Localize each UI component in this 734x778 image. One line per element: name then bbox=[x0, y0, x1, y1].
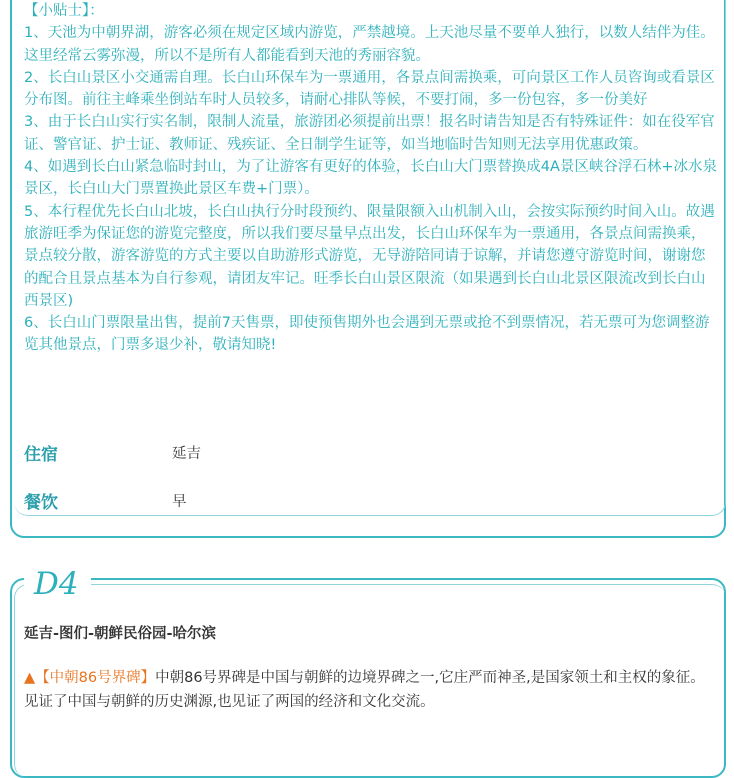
lodging-row bbox=[24, 440, 201, 465]
tip-item-2: 2、长白山景区小交通需自理。长白山环保车为一票通用，各景点间需换乘，可向景区工作人员咨询或看景区分布图。前往主峰乘坐倒站车时人员较多，请耐心排队等候，不要打闹，多一份包容，多一份美好 bbox=[24, 69, 715, 109]
tip-item-6: 6、长白山门票限量出售，提前7天售票，即使预售期外也会遇到无票或抢不到票情况，若无票可为您调整游览其他景点，门票多退少补，敬请知晓! bbox=[24, 315, 710, 354]
meals-row bbox=[24, 488, 187, 513]
meals-value: 早 bbox=[172, 494, 187, 510]
spot-text: 中朝86号界碑是中国与朝鲜的边境界碑之一,它庄严而神圣,是国家领土和主权的象征。见证了中国与朝鲜的历史渊源,也见证了两国的经济和文化交流。 bbox=[24, 670, 705, 710]
triangle-marker-icon: ▲ bbox=[24, 670, 36, 686]
lodging-label: 住宿 bbox=[24, 445, 58, 465]
meals-label: 餐饮 bbox=[24, 493, 58, 513]
spot-name: 【中朝86号界碑】 bbox=[35, 670, 156, 686]
tips-section bbox=[24, 0, 718, 357]
tip-item-3: 3、由于长白山实行实名制，限制人流量，旅游团必须提前出票！报名时请告知是否有特殊证件：如在役军官证、警官证、护士证、教师证、残疾证、全日制学生证等，如当地临时告知则无法享用优惠政策。 bbox=[24, 114, 715, 153]
tip-item-1: 1、天池为中朝界湖，游客必须在规定区域内游览，严禁越境。上天池尽量不要单人独行，以数人结伴为佳。这里经常云雾弥漫，所以不是所有人都能看到天池的秀丽容貌。 bbox=[24, 25, 715, 64]
day-tag: D4 bbox=[24, 566, 91, 602]
spot-description bbox=[24, 666, 718, 714]
lodging-value: 延吉 bbox=[172, 446, 201, 462]
tip-item-5: 5、本行程优先长白山北坡，长白山执行分时段预约、限量限额入山机制入山，会按实际预约时间入山。故遇旅游旺季为保证您的游览完整度，所以我们要尽量早点出发，长白山环保车为一票通用，各景点间需换乘，景点较分散，游客游览的方式主要以自助游形式游览，无导游陪同请于谅解，并请您遵守游览时间，谢谢您的配合且景点基本为自行参观，请团友牢记。旺季长白山景区限流（如果遇到长白山北景区限流改到长白山西景区) bbox=[24, 203, 715, 309]
day-route: 延吉-图们-朝鲜民俗园-哈尔滨 bbox=[24, 626, 217, 642]
tip-item-4: 4、如遇到长白山紧急临时封山，为了让游客有更好的体验，长白山大门票替换成4A景区峡谷浮石林+冰水泉景区，长白山大门票置换此景区车费+门票）。 bbox=[24, 159, 718, 198]
tips-heading: 【小贴士】： bbox=[24, 3, 104, 19]
